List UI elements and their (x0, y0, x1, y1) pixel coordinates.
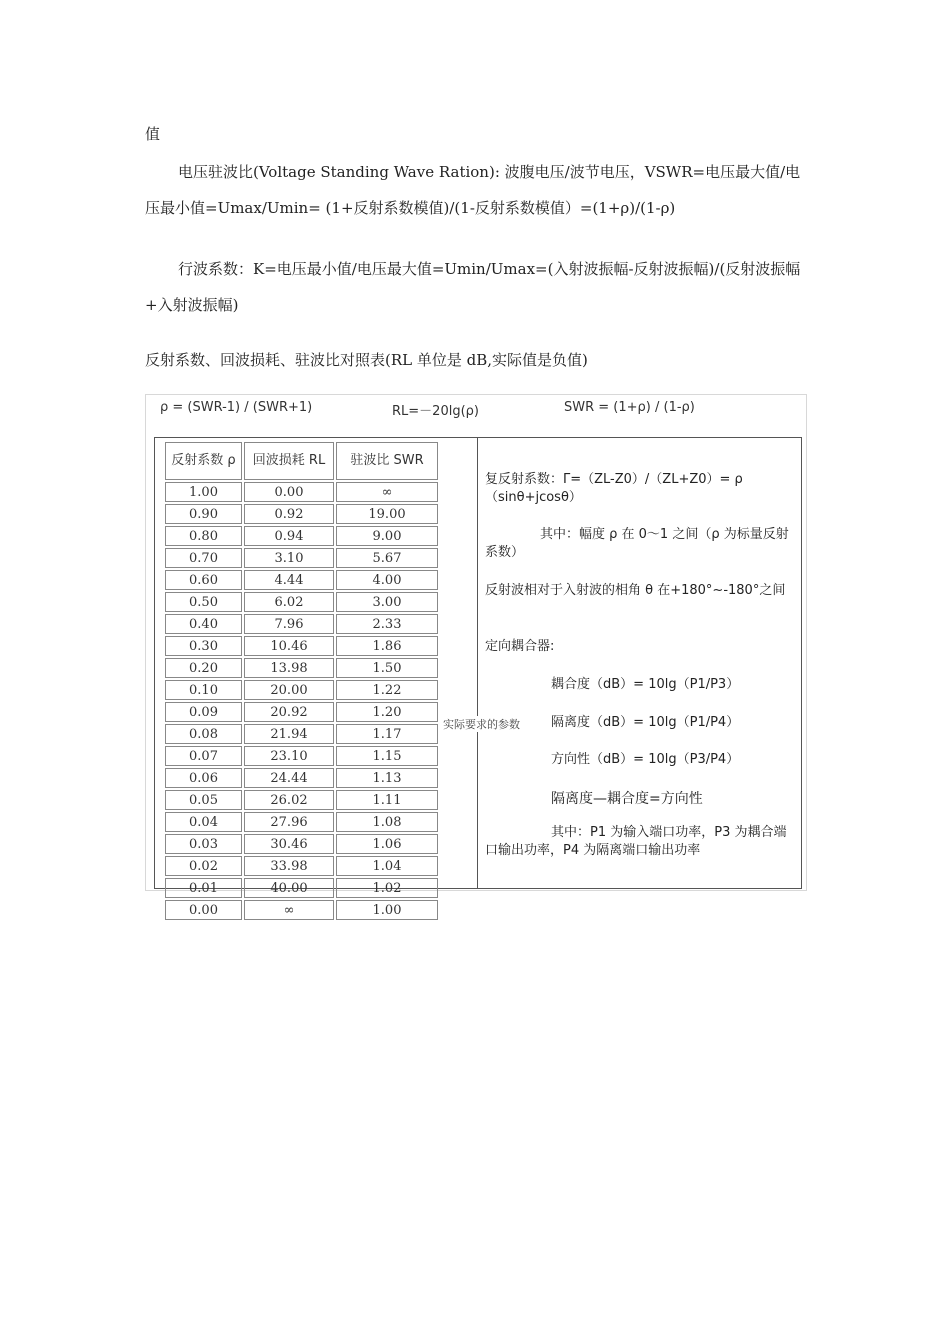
relation-text: 隔离度—耦合度=方向性 (551, 791, 703, 807)
table-row (165, 878, 438, 898)
cell-reflection-coefficient: 0.06 (165, 768, 242, 788)
cell-swr: 1.86 (336, 636, 438, 656)
table-row (165, 724, 438, 744)
table-row (165, 856, 438, 876)
cell-reflection-coefficient: 0.90 (165, 504, 242, 524)
table-header-row (165, 442, 438, 480)
cell-swr: 1.04 (336, 856, 438, 876)
table-row (165, 702, 438, 722)
table-row (165, 658, 438, 678)
cell-swr: 1.13 (336, 768, 438, 788)
table-row (165, 548, 438, 568)
cell-reflection-coefficient: 0.07 (165, 746, 242, 766)
table-row (165, 790, 438, 810)
cell-return-loss: 23.10 (244, 746, 334, 766)
formula-swr: SWR = (1+ρ) / (1-ρ) (564, 400, 695, 415)
cell-return-loss: 6.02 (244, 592, 334, 612)
cell-swr: 1.08 (336, 812, 438, 832)
table-row (165, 768, 438, 788)
cell-return-loss: 10.46 (244, 636, 334, 656)
table-row (165, 482, 438, 502)
cell-reflection-coefficient: 1.00 (165, 482, 242, 502)
isolation-formula: 隔离度（dB）= 10lg（P1/P4） (551, 715, 740, 730)
cell-swr: 3.00 (336, 592, 438, 612)
cell-reflection-coefficient: 0.10 (165, 680, 242, 700)
cell-reflection-coefficient: 0.02 (165, 856, 242, 876)
cell-return-loss: ∞ (244, 900, 334, 920)
cell-return-loss: 20.00 (244, 680, 334, 700)
table-row (165, 614, 438, 634)
cell-return-loss: 27.96 (244, 812, 334, 832)
table-heading: 反射系数、回波损耗、驻波比对照表(RL 单位是 dB,实际值是负值) (145, 351, 588, 369)
cell-swr: 1.50 (336, 658, 438, 678)
table-row (165, 812, 438, 832)
cell-return-loss: 24.44 (244, 768, 334, 788)
cell-swr: 1.06 (336, 834, 438, 854)
cell-reflection-coefficient: 0.00 (165, 900, 242, 920)
cell-swr: 5.67 (336, 548, 438, 568)
traveling-wave-paragraph: 行波系数：K=电压最小值/电压最大值=Umin/Umax=(入射波振幅-反射波振幅)/(反射波振幅+入射波振幅) (145, 260, 801, 314)
cell-return-loss: 0.00 (244, 482, 334, 502)
cell-swr: 4.00 (336, 570, 438, 590)
table-row (165, 900, 438, 920)
table-row (165, 570, 438, 590)
side-label: 实际要求的参数 (443, 718, 520, 731)
coupling-formula: 耦合度（dB）= 10lg（P1/P3） (551, 677, 740, 692)
phase-text: 反射波相对于入射波的相角 θ 在+180°~-180°之间 (485, 583, 786, 598)
cell-return-loss: 7.96 (244, 614, 334, 634)
cell-swr: 1.15 (336, 746, 438, 766)
table-row (165, 680, 438, 700)
header-swr: 驻波比 SWR (336, 442, 438, 480)
cell-reflection-coefficient: 0.70 (165, 548, 242, 568)
conversion-table (163, 440, 440, 922)
cell-return-loss: 4.44 (244, 570, 334, 590)
vswr-paragraph: 电压驻波比(Voltage Standing Wave Ration): 波腹电压/波节电压，VSWR=电压最大值/电压最小值=Umax/Umin= (1+反射系数模值)/(1-反射系数模值）=(1+ρ)/(1-ρ) (145, 163, 801, 217)
column-divider (477, 438, 478, 888)
cell-swr: 1.11 (336, 790, 438, 810)
directivity-formula: 方向性（dB）= 10lg（P3/P4） (551, 752, 740, 767)
formula-rl: RL=－20lg(ρ) (392, 404, 479, 419)
cell-reflection-coefficient: 0.08 (165, 724, 242, 744)
table-row (165, 504, 438, 524)
cell-reflection-coefficient: 0.01 (165, 878, 242, 898)
header-reflection-coefficient: 反射系数 ρ (165, 442, 242, 480)
cell-reflection-coefficient: 0.05 (165, 790, 242, 810)
cell-return-loss: 3.10 (244, 548, 334, 568)
table-row (165, 592, 438, 612)
cell-return-loss: 21.94 (244, 724, 334, 744)
cell-swr: 19.00 (336, 504, 438, 524)
cell-return-loss: 0.92 (244, 504, 334, 524)
figure-frame (154, 437, 802, 918)
cell-swr: 1.20 (336, 702, 438, 722)
directional-coupler-title: 定向耦合器: (485, 639, 555, 654)
cell-swr: 1.22 (336, 680, 438, 700)
cell-reflection-coefficient: 0.40 (165, 614, 242, 634)
cell-return-loss: 33.98 (244, 856, 334, 876)
cell-return-loss: 20.92 (244, 702, 334, 722)
cell-return-loss: 26.02 (244, 790, 334, 810)
cell-reflection-coefficient: 0.50 (165, 592, 242, 612)
cell-swr: 2.33 (336, 614, 438, 634)
cell-reflection-coefficient: 0.04 (165, 812, 242, 832)
cell-reflection-coefficient: 0.20 (165, 658, 242, 678)
table-row (165, 526, 438, 546)
cell-return-loss: 13.98 (244, 658, 334, 678)
header-return-loss: 回波损耗 RL (244, 442, 334, 480)
cell-return-loss: 40.00 (244, 878, 334, 898)
table-row (165, 636, 438, 656)
table-row (165, 834, 438, 854)
power-note: 其中：P1 为输入端口功率，P3 为耦合端口输出功率，P4 为隔离端口输出功率 (485, 825, 787, 858)
cell-reflection-coefficient: 0.09 (165, 702, 242, 722)
cell-swr: 9.00 (336, 526, 438, 546)
table-row (165, 746, 438, 766)
cell-swr: 1.17 (336, 724, 438, 744)
reference-figure (145, 394, 807, 918)
cell-swr: ∞ (336, 482, 438, 502)
cell-reflection-coefficient: 0.80 (165, 526, 242, 546)
cell-swr: 1.00 (336, 900, 438, 920)
amplitude-text: 其中：幅度 ρ 在 0～1 之间（ρ 为标量反射系数） (485, 527, 789, 560)
cell-swr: 1.02 (336, 878, 438, 898)
cell-return-loss: 30.46 (244, 834, 334, 854)
cell-reflection-coefficient: 0.60 (165, 570, 242, 590)
table-body (165, 482, 438, 920)
cell-reflection-coefficient: 0.30 (165, 636, 242, 656)
cell-reflection-coefficient: 0.03 (165, 834, 242, 854)
cell-return-loss: 0.94 (244, 526, 334, 546)
complex-reflection-text: 复反射系数：Γ=（ZL-Z0）/（ZL+Z0）= ρ（sinθ+jcosθ） (485, 472, 743, 505)
continued-text: 值 (145, 125, 161, 143)
formula-rho: ρ = (SWR-1) / (SWR+1) (160, 400, 313, 415)
